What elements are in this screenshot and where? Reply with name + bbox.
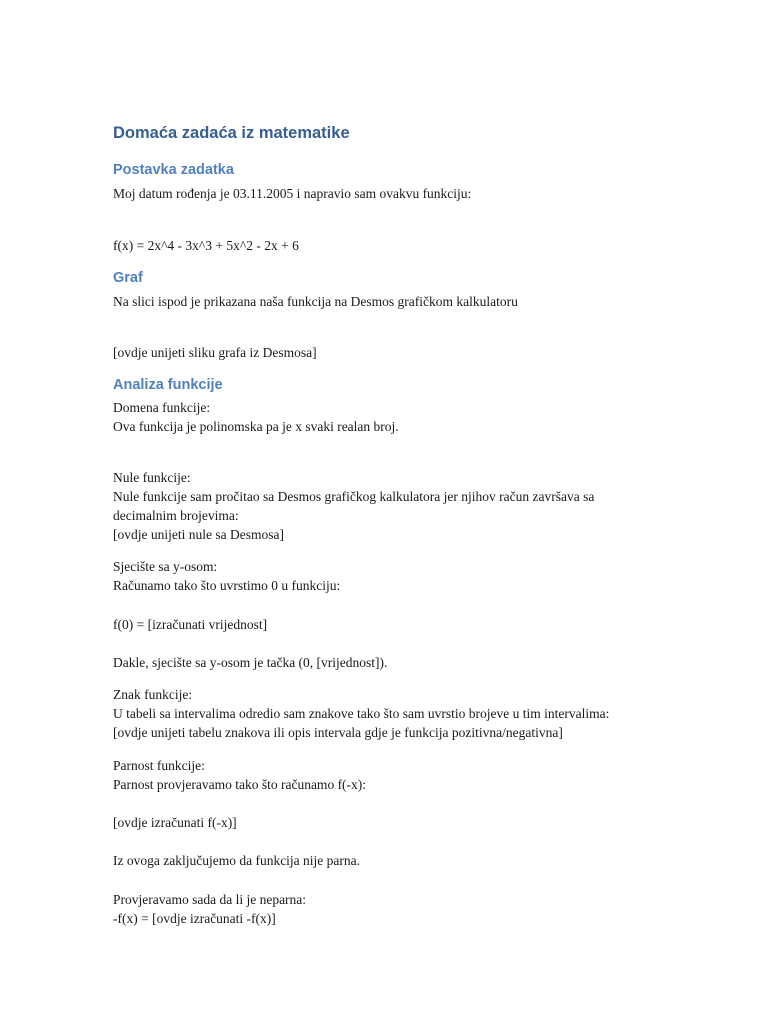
neparnost-calculation: -f(x) = [ovdje izračunati -f(x)] bbox=[113, 911, 276, 926]
sjeciste-label: Sjecište sa y-osom: bbox=[113, 559, 218, 574]
heading-analiza-funkcije: Analiza funkcije bbox=[113, 377, 223, 393]
domena-label: Domena funkcije: bbox=[113, 400, 211, 415]
heading-graf: Graf bbox=[113, 270, 143, 286]
znak-label: Znak funkcije: bbox=[113, 687, 193, 702]
heading-postavka-zadatka: Postavka zadatka bbox=[113, 162, 234, 178]
sjeciste-text: Računamo tako što uvrstimo 0 u funkciju: bbox=[113, 578, 341, 593]
graf-text: Na slici ispod je prikazana naša funkcija na Desmos grafičkom kalkulatoru bbox=[113, 294, 518, 309]
parnost-placeholder: [ovdje izračunati f(-x)] bbox=[113, 815, 237, 830]
neparnost-text: Provjeravamo sada da li je neparna: bbox=[113, 892, 307, 907]
parnost-label: Parnost funkcije: bbox=[113, 758, 205, 773]
nule-label: Nule funkcije: bbox=[113, 470, 191, 485]
function-definition: f(x) = 2x^4 - 3x^3 + 5x^2 - 2x + 6 bbox=[113, 238, 299, 253]
nule-text-line-1: Nule funkcije sam pročitao sa Desmos grafičkog kalkulatora jer njihov račun završava sa bbox=[113, 489, 595, 504]
nule-placeholder: [ovdje unijeti nule sa Desmosa] bbox=[113, 527, 284, 542]
document-title: Domaća zadaća iz matematike bbox=[113, 124, 350, 142]
nule-text-line-2: decimalnim brojevima: bbox=[113, 508, 239, 523]
sjeciste-result: Dakle, sjecište sa y-osom je tačka (0, [vrijednost]). bbox=[113, 655, 388, 670]
graf-placeholder: [ovdje unijeti sliku grafa iz Desmosa] bbox=[113, 345, 317, 360]
znak-text: U tabeli sa intervalima odredio sam znakove tako što sam uvrstio brojeve u tim intervalima: bbox=[113, 706, 610, 721]
sjeciste-calculation: f(0) = [izračunati vrijednost] bbox=[113, 617, 268, 632]
parnost-text: Parnost provjeravamo tako što računamo f(-x): bbox=[113, 777, 367, 792]
postavka-intro: Moj datum rođenja je 03.11.2005 i napravio sam ovakvu funkciju: bbox=[113, 186, 472, 201]
znak-placeholder: [ovdje unijeti tabelu znakova ili opis intervala gdje je funkcija pozitivna/negativna] bbox=[113, 725, 563, 740]
parnost-conclusion: Iz ovoga zaključujemo da funkcija nije parna. bbox=[113, 853, 361, 868]
domena-text: Ova funkcija je polinomska pa je x svaki realan broj. bbox=[113, 419, 399, 434]
